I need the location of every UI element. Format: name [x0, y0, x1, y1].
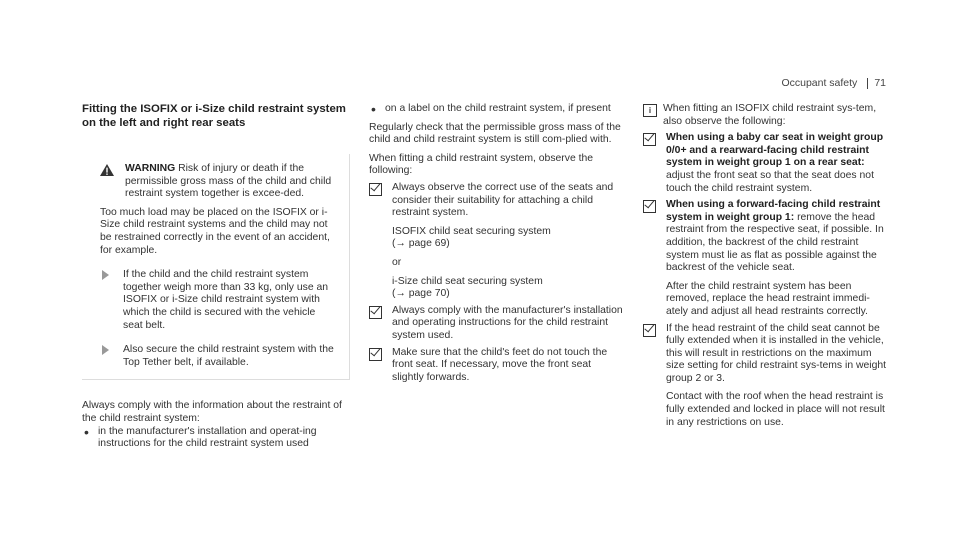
- checkmark-icon: [369, 183, 382, 196]
- section-title: Occupant safety: [781, 77, 858, 89]
- warning-paragraph: Too much load may be placed on the ISOFIX or i-Size child restraint systems and the child may not be restrained correctly in the event of an accident, for example.: [100, 206, 330, 256]
- warning-label: WARNING: [125, 163, 176, 174]
- paragraph: Regularly check that the permissible gross mass of the child and child restraint system is still com-plied with.: [369, 121, 621, 146]
- checklist-item: When using a forward-facing child restraint system in weight group 1: remove the head restraint from the respective seat, if possible. In addition, the backrest of the child restraint system must lie as flat as possible against the backrest of the vehicle seat. After the child restraint system has been removed, replace the head restraint immedi-ately and adjust all head restraints correctly.: [643, 199, 887, 318]
- isofix-label: ISOFIX child seat securing system: [392, 225, 551, 237]
- isize-label: i-Size child seat securing system: [392, 275, 543, 287]
- bullet-icon: •: [84, 423, 89, 440]
- info-icon: i: [643, 104, 657, 117]
- checklist-item: Always comply with the manufacturer's installation and operating instructions for the child restraint system used.: [369, 305, 623, 343]
- checklist-item: When using a baby car seat in weight group 0/0+ and a rearward-facing child restraint system in weight group 1 on a rear seat: adjust the front seat so that the seat does not touch the child restraint system.: [643, 132, 887, 195]
- page-reference[interactable]: (→ page 70): [392, 288, 450, 300]
- intro-paragraph: Always comply with the information about the restraint of the child restraint system:: [82, 400, 342, 424]
- column-left: [82, 103, 350, 451]
- checkmark-icon: [369, 348, 382, 361]
- step-item: Also secure the child restraint system with the Top Tether belt, if available.: [100, 344, 335, 369]
- column-right: [643, 103, 887, 429]
- step-item: If the child and the child restraint system together weigh more than 33 kg, only use an ISOFIX or i-Size child restraint system with which the child is secured with the vehicle seat belt.: [100, 269, 335, 332]
- checkmark-icon: [643, 324, 656, 337]
- warning-text: Risk of injury or death if the permissible gross mass of the child and child restraint system together is excee-ded.: [125, 163, 332, 200]
- note: i When fitting an ISOFIX child restraint sys-tem, also observe the following:: [643, 103, 887, 128]
- checklist-item: Always observe the correct use of the seats and consider their suitability for attaching a child restraint system. ISOFIX child seat securing system (→ page 69) or i-Size child seat securing system (→ page 70): [369, 182, 623, 301]
- checkmark-icon: [643, 133, 656, 146]
- or-text: or: [392, 256, 402, 268]
- step-arrow-icon: [102, 270, 109, 280]
- checkmark-icon: [369, 306, 382, 319]
- step-arrow-icon: [102, 345, 109, 355]
- section-heading: Fitting the ISOFIX or i-Size child restraint system on the left and right rear seats: [82, 103, 346, 129]
- warning-icon: [100, 164, 114, 176]
- list-item: • in the manufacturer's installation and operat-ing instructions for the child restraint system used: [84, 423, 317, 450]
- page-number: 71: [867, 78, 886, 89]
- warning-box: [82, 154, 350, 380]
- page-header: [781, 77, 886, 90]
- checklist-item: Make sure that the child's feet do not touch the front seat. If necessary, move the front seat slightly forwards.: [369, 347, 623, 385]
- checklist-item: If the head restraint of the child seat cannot be fully extended when it is installed in the vehicle, this will result in restrictions on the maximum size setting for child restraint sys-tems in weight group 2 or 3. Contact with the roof when the head restraint is fully extended and locked in place will not result in any restrictions on use.: [643, 323, 887, 430]
- checkmark-icon: [643, 200, 656, 213]
- page-reference[interactable]: (→ page 69): [392, 238, 450, 250]
- paragraph: When fitting a child restraint system, observe the following:: [369, 152, 594, 177]
- list-item: • on a label on the child restraint system, if present: [371, 101, 611, 117]
- bullet-icon: •: [371, 101, 376, 117]
- column-middle: [369, 103, 623, 384]
